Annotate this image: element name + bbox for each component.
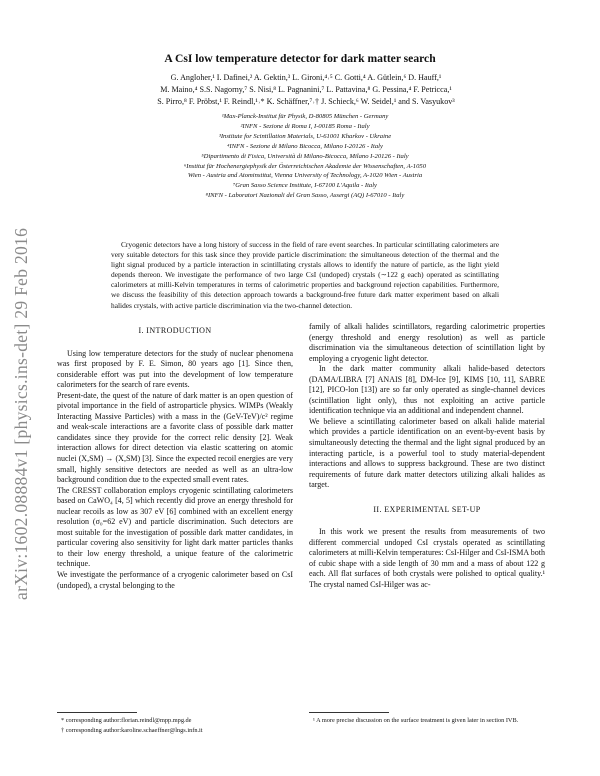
affiliation: ¹Max-Planck-Institut für Physik, D-80805 München - Germany [221,113,389,120]
paragraph: Present-date, the quest of the nature of dark matter is an open question of pivotal importance in the field of astroparticle physics. WIMPs (Weakly Interacting Massive Particles) with a mass in the (GeV-TeV)/c² regime and weak-scale interactions are a favorite class of possible dark matter candidates since they provide for the correct relic density [2]. Weak interaction allows for direct detection via elastic scattering on atomic nuclei (X,SM) → (X,SM) [3]. Since the expected recoil energies are very small, highly sensitive detectors are needed as well as an ultra-low background condition due to the expected small event rates. [57,390,293,485]
footnotes-right [309,716,545,726]
paragraph: In this work we present the results from measurements of two different commercial undoped CsI crystals operated as scintillating calorimeters at milli-Kelvin temperatures: CsI-Hilger and CsI-ISMA both of cubic shape with a side length of 30 mm and a mass of about 122 g each. All flat surfaces of both crystals were polished to optical quality.¹ The crystal named CsI-Hilger was ac- [309,527,545,590]
paragraph: We investigate the performance of a cryogenic calorimeter based on CsI (undoped), a crystal belonging to the [57,570,293,590]
footnote: † corresponding author:karoline.schaeffner@lngs.infn.it [61,726,203,734]
section-heading-introduction: I. INTRODUCTION [138,326,212,335]
affiliation: Wien - Austria and Atominstitut, Vienna University of Technology, A-1020 Wien - Austria [187,172,423,180]
right-column [309,322,545,591]
affiliation: ⁶Institut für Hochenergiephysik der Österreichischen Akademie der Wissenschaften, A-1050 [184,162,426,170]
abstract: Cryogenic detectors have a long history of success in the field of rare event searches. In particular scintillating calorimeters are very suitable detectors for this task since they provide particle discrimination: the simultaneous detection of the thermal and the light signal produced by a particle interaction in scintillating crystals allows to identify the nature of particle, as the light yield depends thereon. We investigate the performance of two large CsI (undoped) crystals (∼122 g each) operated as scintillating calorimeters at milli-Kelvin temperatures in terms of calorimetric properties and background rejection capabilities. Furthermore, we discuss the feasibility of this detection approach towards a background-free future dark matter experiment based on alkali halides crystals, with active particle discrimination via the two-channel detection. [111,240,499,310]
paragraph: The CRESST collaboration employs cryogenic scintillating calorimeters based on CaWO₄ [4, 5] which recently did prove an energy threshold for nuclear recoils as low as 307 eV [6] combined with an excellent energy resolution (σ₀=62 eV) and particle discrimination. Such detectors are most suitable for the investigation of possible dark matter candidates, in particular covering also sensitivity for light dark matter particles thanks to their low energy threshold, a unique feature of the calorimetric technique. [57,485,293,569]
footnote: * corresponding author:florian.reindl@mpp.mpg.de [61,717,192,724]
footnote-rule [309,712,389,713]
paragraph: In the dark matter community alkali halide-based detectors (DAMA/LIBRA [7] ANAIS [8], DM-Ice [9], KIMS [10, 11], SABRE [12], PICO-lon [13]) are so far only operated as single-channel devices (scintillation light only), thus not exploiting an active particle identification technique via an additional and independent channel. [309,364,545,416]
author-list [78,72,534,109]
author-line: M. Maino,⁴ S.S. Nagorny,⁷ S. Nisi,⁸ L. Pagnanini,⁷ L. Pattavina,⁸ G. Pessina,⁴ F. Petricca,¹ [160,85,452,95]
section-heading-experimental-setup: II. EXPERIMENTAL SET-UP [373,504,481,514]
author-line: G. Angloher,¹ I. Dafinei,² A. Gektin,³ L. Gironi,⁴˒⁵ C. Gotti,⁴ A. Gütlein,⁶ D. Hauff,¹ [170,73,442,82]
footnotes-left [57,716,293,735]
affiliation: ⁵Dipartimento di Fisica, Università di Milano-Bicocca, Milano I-20126 - Italy [201,152,409,160]
arxiv-identifier: arXiv:1602.08884v1 [physics.ins-det] 29 Feb 2016 [11,227,31,600]
affiliation-list [70,112,540,201]
paragraph: family of alkali halides scintillators, regarding calorimetric properties (energy threshold and energy resolution) as well as particle discrimination via the simultaneous detection of scintillation light by employing a cryogenic light detector. [309,322,545,363]
left-column [57,322,293,591]
affiliation: ³Institute for Scintillation Materials, U-61001 Kharkov - Ukraine [218,132,392,140]
author-line: S. Pirro,⁸ F. Pröbst,¹ F. Reindl,¹˒* K. Schäffner,⁷˒† J. Schieck,⁶ W. Seidel,¹ and S. Vasyukov³ [157,97,455,107]
affiliation: ²INFN - Sezione di Roma I, I-00185 Roma - Italy [240,122,370,130]
paragraph: We believe a scintillating calorimeter based on alkali halide material which provides a particle identification on an event-by-event basis by simultaneously detecting the thermal and the light signal produced by an interacting particle, is a powerful tool to study material-dependent interactions and allows to suppress background. These are two distinct requirements of future dark matter detectors utilizing alkali halides as target. [309,416,545,490]
footnote-rule [57,712,137,713]
footnote: ¹ A more precise discussion on the surface treatment is given later in section IVB. [313,717,519,724]
affiliation: ⁸INFN - Laboratori Nazionali del Gran Sasso, Assergi (AQ) I-67010 - Italy [205,192,405,200]
affiliation: ⁴INFN - Sezione di Milano Bicocca, Milano I-20126 - Italy [227,142,383,150]
affiliation: ⁷Gran Sasso Science Institute, I-67100 L'Aquila - Italy [233,182,377,190]
paper-title: A CsI low temperature detector for dark matter search [164,52,436,65]
paragraph: Using low temperature detectors for the study of nuclear phenomena was first proposed by F. E. Simon, 80 years ago [1]. Since then, considerable effort was put into the development of low temperature calorimeters for the search of rare events. [57,348,293,390]
